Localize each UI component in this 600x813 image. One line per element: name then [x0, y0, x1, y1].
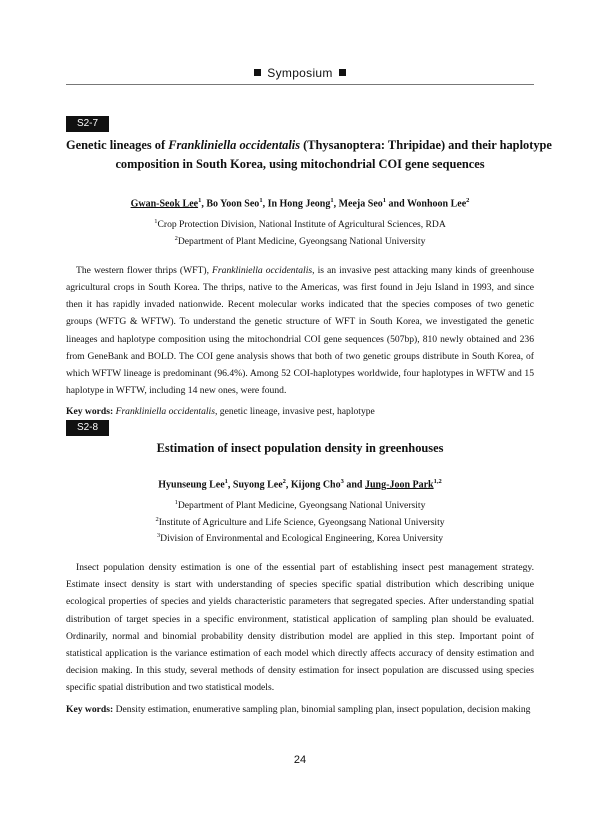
abstract-s2-8	[66, 439, 534, 716]
abstract-tag: S2-7	[66, 116, 109, 132]
affiliation: $^3$Division of Environmental and Ecological Engineering, Korea University	[156, 531, 444, 544]
abstract-s2-7	[66, 136, 552, 418]
running-header	[0, 66, 600, 80]
author-list: Hyunseung Lee$^1$, Suyong Lee$^2$, Kijong Cho$^3$ and Jung-Joon Park$^{1,2}$	[158, 478, 442, 491]
keywords-label: Key words:	[66, 406, 114, 418]
author-name: Bo Yoon Seo	[206, 198, 260, 210]
keywords: Key words: Density estimation, enumerative sampling plan, binomial sampling plan, insect population, decision making	[66, 703, 531, 715]
author-name: Wonhoon Lee	[406, 198, 467, 210]
species-name: Frankliniella occidentalis	[212, 264, 313, 276]
author-list: Gwan-Seok Lee$^1$, Bo Yoon Seo$^1$, In Hong Jeong$^1$, Meeja Seo$^1$ and Wonhoon Lee$^2$	[130, 197, 470, 210]
abstract-body: Insect population density estimation is one of the essential part of establishing insect pest management strategy. Estimate insect density is start with understanding of species specific spatial distribution which describing unique ecological properties of species and yields characteristic parameters that segregated species. After understanding spatial distribution of target species in a specific environment, statistical application of sampling plan should be evaluated. Ordinarily, normal and binomial probability density distribution model are applied in this step. Important point of statistical application is the variance estimation of each model which directly affects accuracy of density estimation and decision making. In this study, several methods of density estimation for insect population are discussed using species specific spatial distribution and two statistical models.	[66, 561, 534, 694]
affiliation: $^2$Institute of Agriculture and Life Science, Gyeongsang National University	[155, 515, 445, 528]
author-name: Meeja Seo	[338, 198, 383, 210]
header-label: Symposium	[267, 66, 333, 80]
keywords: Key words: Frankliniella occidentalis, genetic lineage, invasive pest, haplotype	[66, 406, 375, 418]
author-name: Gwan-Seok Lee	[130, 198, 199, 210]
square-bullet-icon	[339, 69, 346, 76]
author-name: Suyong Lee	[232, 479, 283, 491]
abstract-tag: S2-8	[66, 420, 109, 436]
affiliation: $^2$Department of Plant Medicine, Gyeongsang National University	[174, 234, 426, 247]
affiliation: $^1$Department of Plant Medicine, Gyeongsang National University	[174, 499, 426, 512]
affiliation-list	[66, 496, 534, 545]
author-name: Kijong Cho	[290, 479, 341, 491]
species-name: Frankliniella occidentalis	[168, 138, 301, 152]
author-name: Jung-Joon Park	[365, 479, 434, 491]
affiliation: $^1$Crop Protection Division, National Institute of Agricultural Sciences, RDA	[154, 218, 446, 231]
keywords-label: Key words:	[66, 703, 114, 715]
abstract-body: The western flower thrips (WFT), Frankliniella occidentalis, is an invasive pest attacking many kinds of greenhouse agricultural crops in South Korea. The thrips, native to the Americas, was first found in Jeju Island in 1993, and since then it has rapidly invaded nationwide. Recent molecular works indicated that the species composes of two genetic groups (WFTG & WFTW). To understand the genetic structure of WFT in South Korea, we investigated the genetic lineages and haplotype composition using the mitochondrial COI gene sequences (507bp), 810 newly obtained and 236 from GeneBank and BOLD. The COI gene analysis shows that both of two genetic groups distribute in South Korea, of which WFTW lineage is predominant (96.4%). Among 52 COI-haplotypes worldwide, four haplotypes in WFTW and 15 haplotype in WFTW, including 14 new ones, were found.	[66, 264, 534, 397]
abstract-title: Genetic lineages of Frankliniella occidentalis (Thysanoptera: Thripidae) and their haplotype composition in South Korea, using mitochondrial COI gene sequences	[66, 138, 552, 171]
square-bullet-icon	[254, 69, 261, 76]
author-name: Hyunseung Lee	[158, 479, 225, 491]
header-rule	[66, 84, 534, 85]
abstract-title: Estimation of insect population density in greenhouses	[156, 441, 444, 455]
affiliation-list	[66, 215, 534, 247]
page-number: 24	[293, 754, 307, 766]
author-name: In Hong Jeong	[267, 198, 331, 210]
